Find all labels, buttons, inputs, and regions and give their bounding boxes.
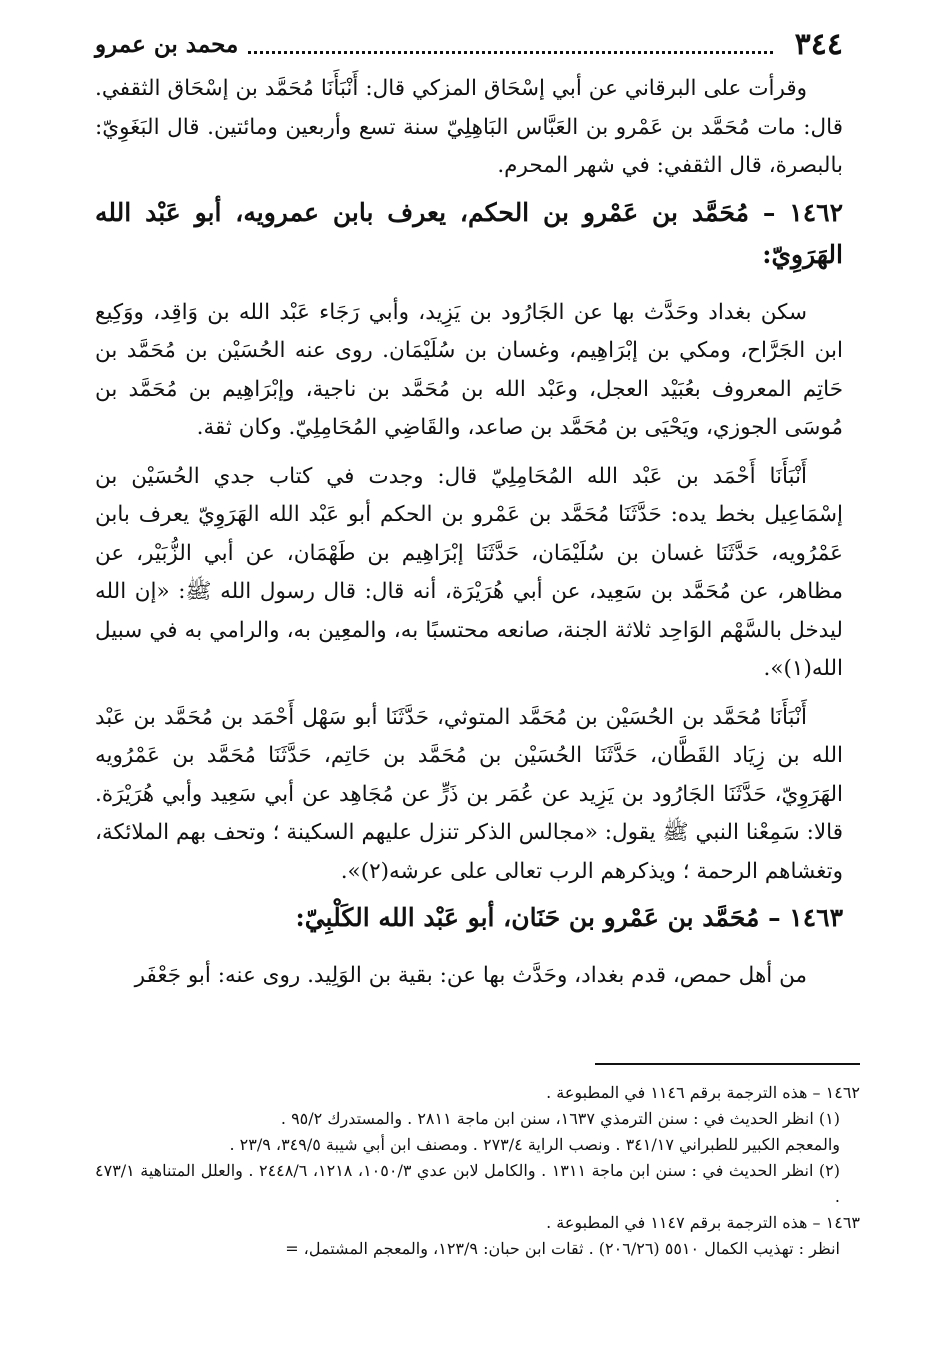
footnote-2: (٢) انظر الحديث في : سنن ابن ماجة ١٣١١ . والكامل لابن عدي ١٠٥٠/٣، ١٢١٨، ٢٤٤٨/٦ . والعلل المتناهية ٤٧٣/١ . xyxy=(95,1161,841,1206)
paragraph-1462-hadith-1: أَنْبَأَنَا أَحْمَد بن عَبْد الله المُحَامِلِيّ قال: وجدت في كتاب جدي الحُسَيْن بن إسْمَاعِيل بخط يده: حَدَّثَنَا مُحَمَّد بن عَمْرو بن الحكم أبو عَبْد الله الهَرَوِيّ يعرف بابن عَمْرُويه، حَدَّثَنَا غسان بن سُلَيْمَان، حَدَّثَنَا إبْرَاهِيم بن طَهْمَان، عن أبي الزُّبَيْر، عن مظاهر، عن مُحَمَّد بن سَعِيد، عن أبي هُرَيْرَة، أنه قال: قال رسول الله ﷺ: «إن الله ليدخل بالسَّهْم الوَاحِد ثلاثة الجنة، صانعه محتسبًا به، والمعِين به، والرامي به في سبيل الله(١)». xyxy=(95,463,843,681)
footnote-entry-1462: ١٤٦٢ – هذه الترجمة برقم ١١٤٦ في المطبوعة . xyxy=(546,1083,860,1102)
footnote-entry-1463: ١٤٦٣ – هذه الترجمة برقم ١١٤٧ في المطبوعة . xyxy=(546,1213,860,1232)
page-number: ٣٤٤ xyxy=(794,26,843,62)
header-dotted-leader xyxy=(248,35,772,54)
footnotes xyxy=(95,1080,860,1262)
paragraph-1463-bio: من أهل حمص، قدم بغداد، وحَدَّث بها عن: بقية بن الوَلِيد. روى عنه: أبو جَعْفَر xyxy=(134,963,807,988)
entry-heading-1463: ١٤٦٣ – مُحَمَّد بن عَمْرو بن حَنَان، أبو عَبْد الله الكَلْبِيّ: xyxy=(295,903,843,932)
main-text xyxy=(95,70,843,996)
footnote-1463-sources: انظر : تهذيب الكمال ٥٥١٠ (٢٠٦/٢٦) . ثقات ابن حبان: ١٢٣/٩، والمعجم المشتمل، = xyxy=(285,1239,840,1258)
paragraph-top: وقرأت على البرقاني عن أبي إسْحَاق المزكي قال: أَنْبَأَنَا مُحَمَّد بن إسْحَاق الثقفي. قال: مات مُحَمَّد بن عَمْرو بن العَبَّاس البَاهِلِيّ سنة تسع وأربعين ومائتين. قال البَغَوِيّ: بالبصرة، قال الثقفي: في شهر المحرم. xyxy=(95,76,843,178)
paragraph-1462-bio: سكن بغداد وحَدَّث بها عن الجَارُود بن يَزِيد، وأبي رَجَاء عَبْد الله بن وَاقِد، ووَكِيع ابن الجَرَّاح، ومكي بن إبْرَاهِيم، وغسان بن سُلَيْمَان. روى عنه الحُسَيْن بن مُحَمَّد بن حَاتِم المعروف بعُبَيْد العجل، وعَبْد الله بن مُحَمَّد بن ناجية، وإبْرَاهِيم بن مُحَمَّد بن مُوسَى الجوزي، ويَحْيَى بن مُحَمَّد بن صاعد، والقَاضِي المُحَامِلِيّ. وكان ثقة. xyxy=(95,299,843,440)
footnote-1-line-b: والمعجم الكبير للطبراني ٣٤١/١٧ . ونصب الراية ٢٧٣/٤ . ومصنف ابن أبي شيبة ٣٤٩/٥، ٢٣/٩ . xyxy=(229,1135,840,1154)
footnote-separator xyxy=(595,1063,860,1065)
running-title: محمد بن عمرو xyxy=(95,30,239,58)
footnote-1-line-a: (١) انظر الحديث في : سنن الترمذي ١٦٣٧، سنن ابن ماجة ٢٨١١ . والمستدرك ٩٥/٢ . xyxy=(280,1109,840,1128)
page-header xyxy=(95,24,843,64)
entry-heading-1462: ١٤٦٢ – مُحَمَّد بن عَمْرو بن الحكم، يعرف بابن عمرويه، أبو عَبْد الله الهَرَوِيّ: xyxy=(95,197,843,269)
paragraph-1462-hadith-2: أَنْبَأَنَا مُحَمَّد بن الحُسَيْن بن مُحَمَّد المتوثي، حَدَّثَنَا أبو سَهْل أَحْمَد بن مُحَمَّد بن عَبْد الله بن زِيَاد القَطَّان، حَدَّثَنَا الحُسَيْن بن مُحَمَّد بن حَاتِم، حَدَّثَنَا مُحَمَّد بن عَمْرُويه الهَرَوِيّ، حَدَّثَنَا الجَارُود بن يَزِيد عن عُمَر بن ذَرٍّ عن مُجَاهِد عن أبي سَعِيد وأبي هُرَيْرَة. قالا: سَمِعْنا النبي ﷺ يقول: «مجالس الذكر تنزل عليهم السكينة ؛ وتحف بهم الملائكة، وتغشاهم الرحمة ؛ ويذكرهم الرب تعالى على عرشه(٢)». xyxy=(95,704,844,884)
